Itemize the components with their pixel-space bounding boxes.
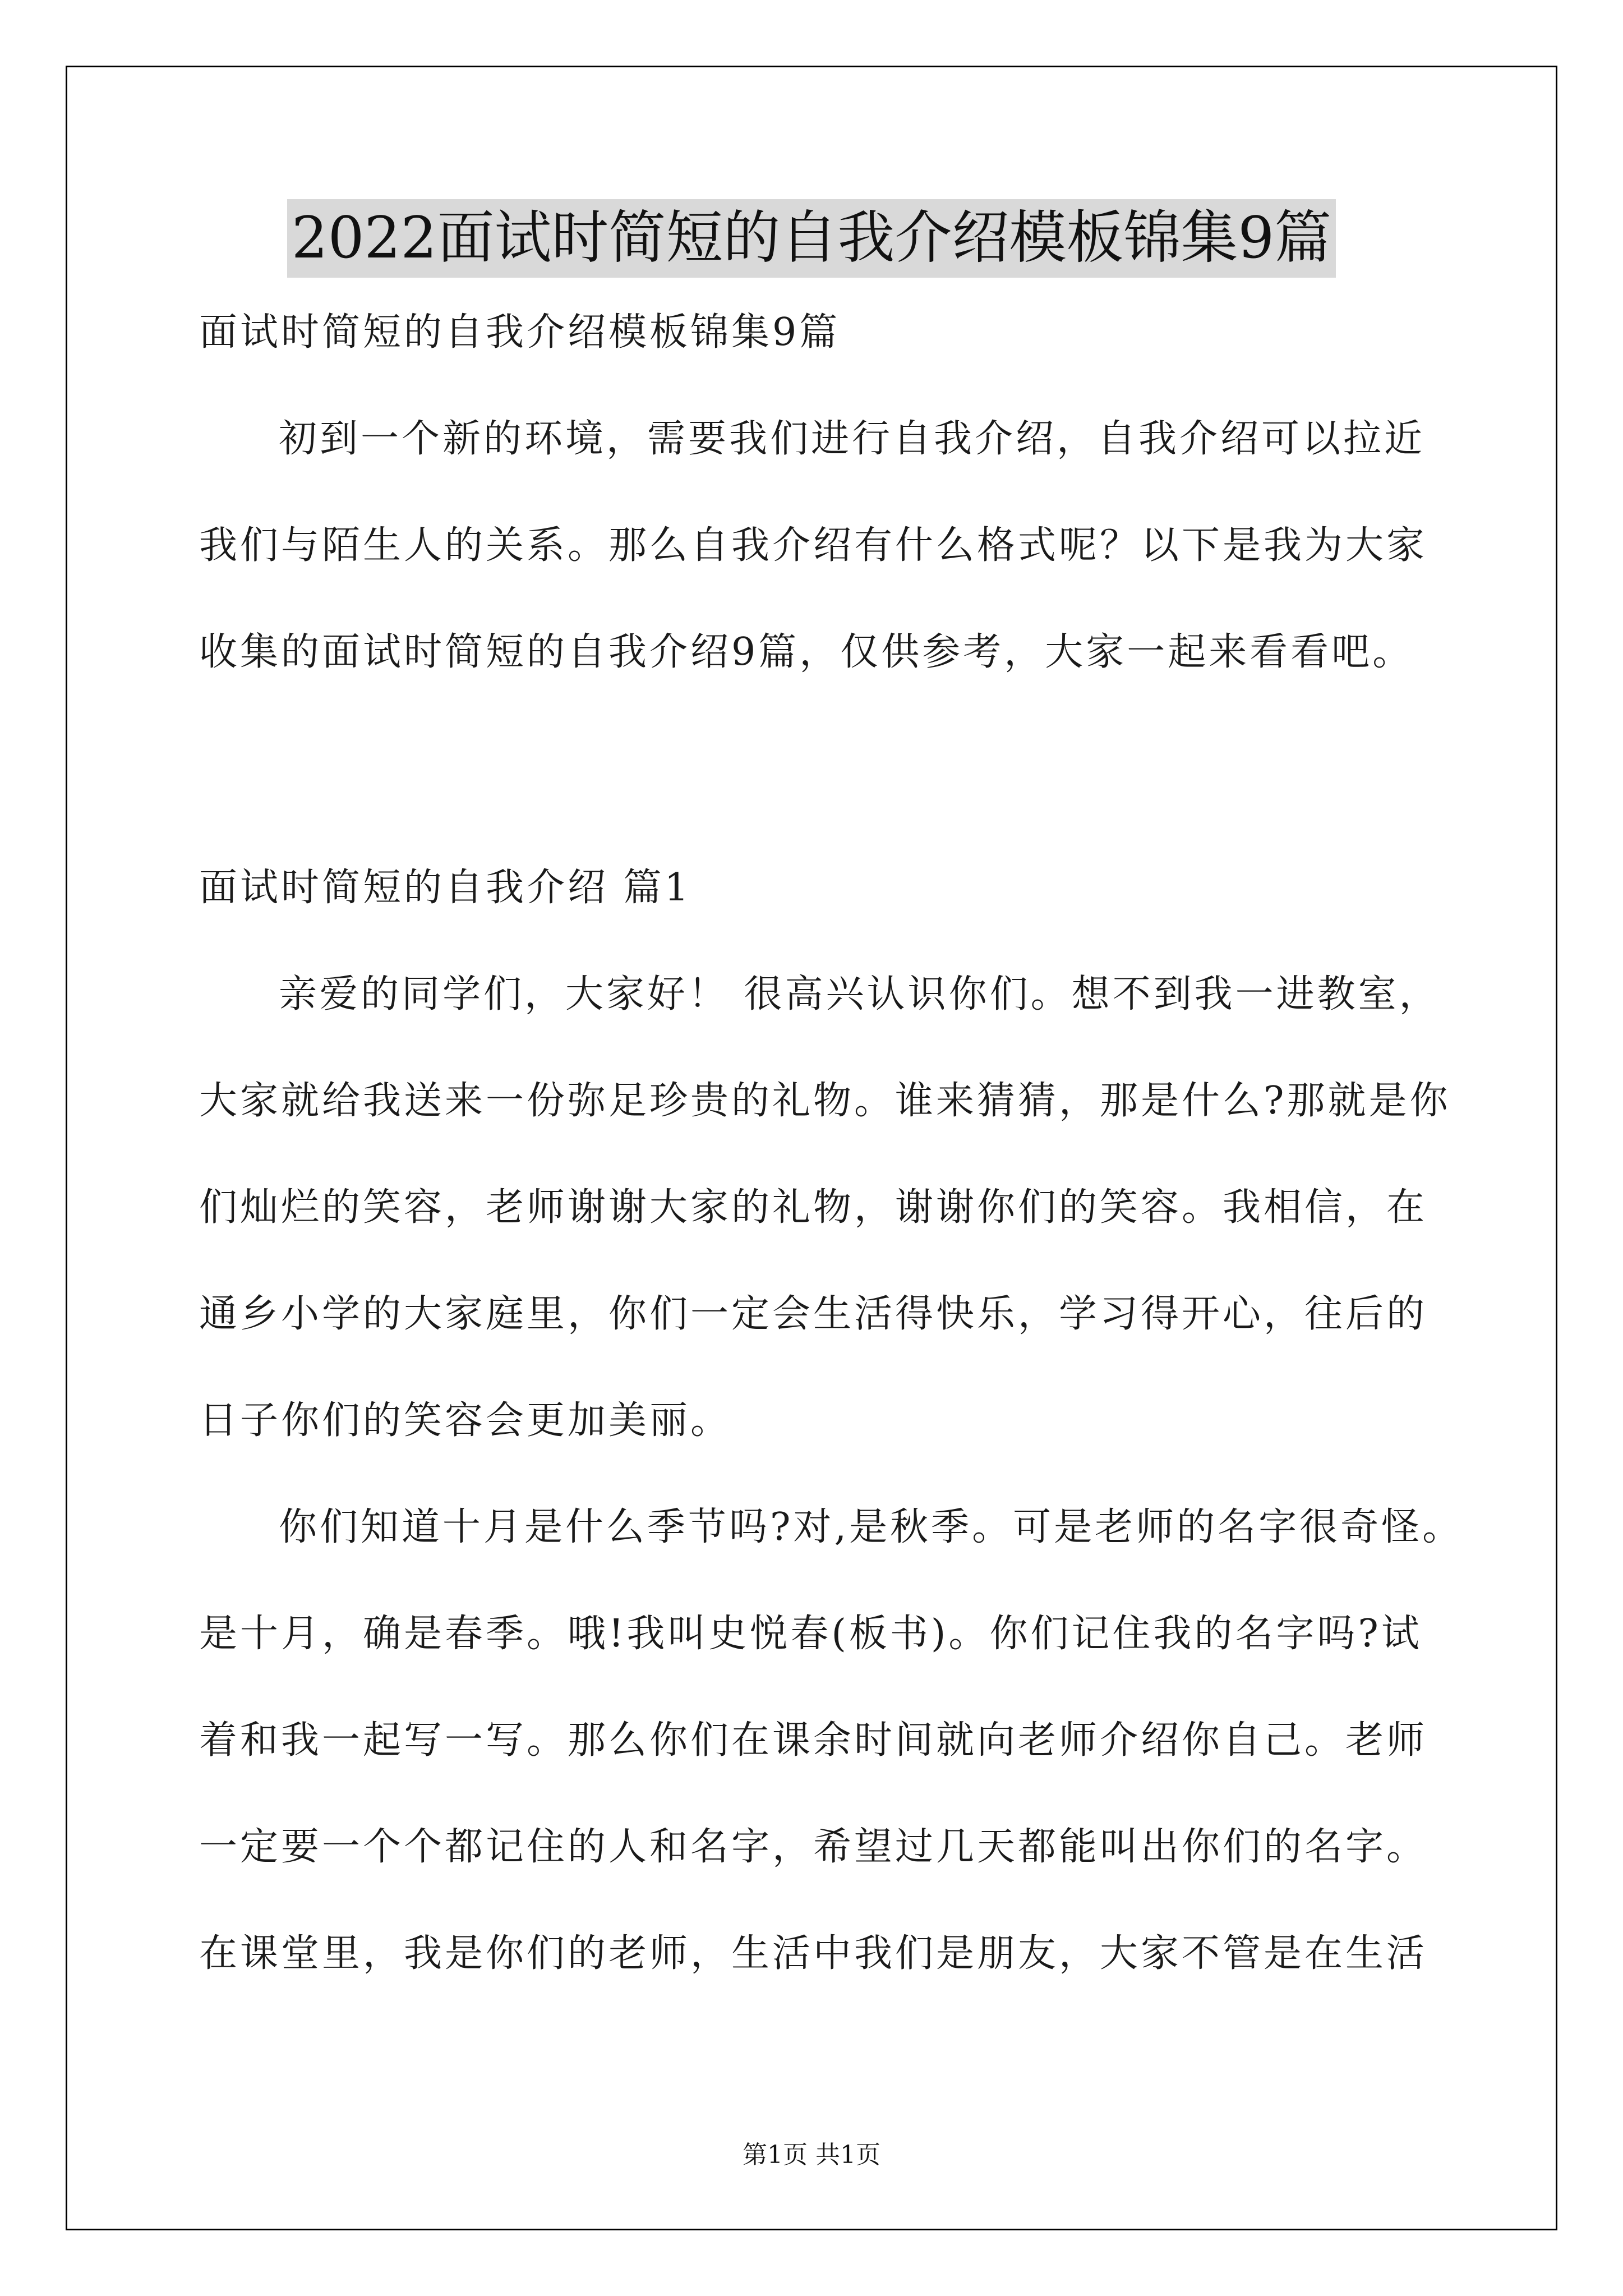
paragraph-line: 是十月，确是春季。哦!我叫史悦春(板书)。你们记住我的名字吗?试: [199, 1612, 1422, 1656]
intro-line: 收集的面试时简短的自我介绍9篇，仅供参考，大家一起来看看吧。: [199, 630, 1414, 674]
title-container: [0, 199, 1623, 278]
paragraph-line: 通乡小学的大家庭里，你们一定会生活得快乐，学习得开心，往后的: [199, 1292, 1428, 1336]
paragraph-line: 一定要一个个都记住的人和名字，希望过几天都能叫出你们的名字。: [199, 1825, 1428, 1869]
paragraph-line: 大家就给我送来一份弥足珍贵的礼物。谁来猜猜，那是什么?那就是你: [199, 1079, 1451, 1123]
paragraph-line: 着和我一起写一写。那么你们在课余时间就向老师介绍你自己。老师: [199, 1718, 1428, 1763]
document-subtitle: 面试时简短的自我介绍模板锦集9篇: [199, 310, 841, 355]
page-footer: 第1页 共1页: [743, 2141, 880, 2169]
paragraph-line: 你们知道十月是什么季节吗?对,是秋季。可是老师的名字很奇怪。: [279, 1505, 1464, 1549]
paragraph-line: 亲爱的同学们，大家好！ 很高兴认识你们。想不到我一进教室，: [279, 972, 1440, 1016]
paragraph-line: 们灿烂的笑容，老师谢谢大家的礼物，谢谢你们的笑容。我相信，在: [199, 1185, 1428, 1230]
intro-line: 初到一个新的环境，需要我们进行自我介绍，自我介绍可以拉近: [279, 417, 1426, 461]
section-heading: 面试时简短的自我介绍 篇1: [199, 866, 691, 910]
document-title: 2022面试时简短的自我介绍模板锦集9篇: [287, 199, 1336, 278]
intro-line: 我们与陌生人的关系。那么自我介绍有什么格式呢？以下是我为大家: [199, 523, 1428, 568]
paragraph-line: 日子你们的笑容会更加美丽。: [199, 1398, 732, 1443]
paragraph-line: 在课堂里，我是你们的老师，生活中我们是朋友，大家不管是在生活: [199, 1931, 1428, 1976]
page-border: [66, 66, 1557, 2230]
